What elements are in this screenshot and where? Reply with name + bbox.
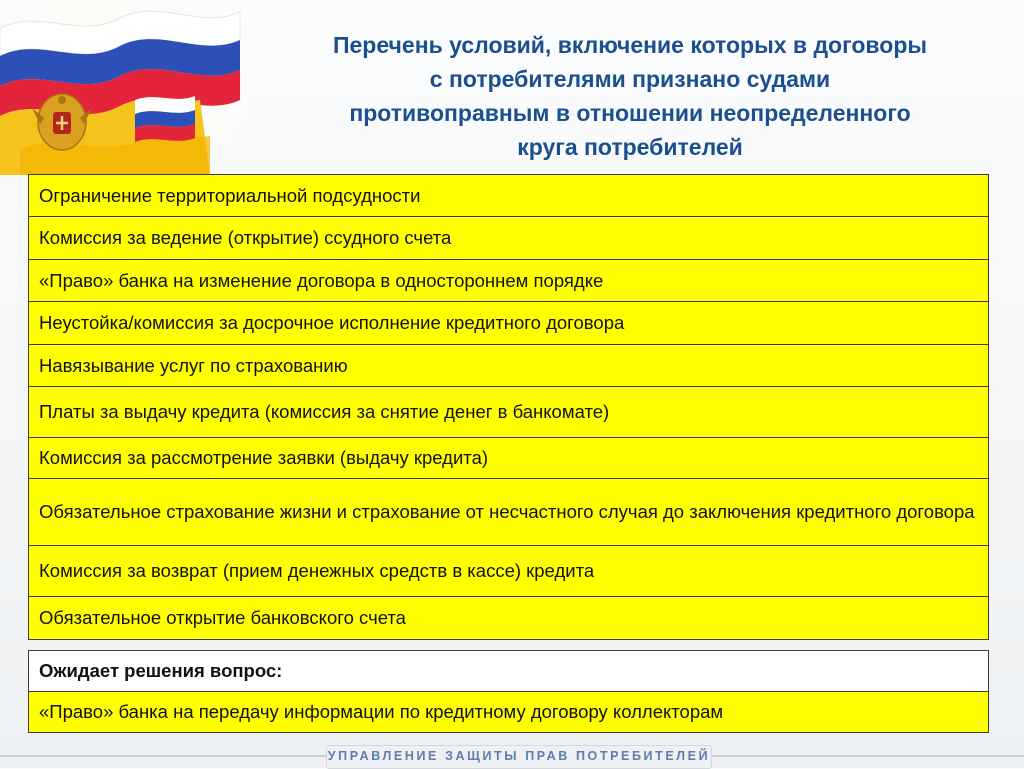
pending-header: Ожидает решения вопрос: — [29, 651, 989, 692]
condition-cell: «Право» банка на изменение договора в одностороннем порядке — [29, 260, 989, 302]
pending-item: «Право» банка на передачу информации по кредитному договору коллекторам — [29, 692, 989, 733]
footer-divider-right — [712, 755, 1024, 757]
table-row — [29, 597, 989, 640]
table-row — [29, 217, 989, 260]
table-row — [29, 479, 989, 546]
footer-label: УПРАВЛЕНИЕ ЗАЩИТЫ ПРАВ ПОТРЕБИТЕЛЕЙ — [326, 745, 712, 769]
title-line: с потребителями признано судами — [429, 66, 831, 92]
condition-cell: Платы за выдачу кредита (комиссия за снятие денег в банкомате) — [29, 387, 989, 438]
table-row — [29, 345, 989, 387]
condition-cell: Обязательное открытие банковского счета — [29, 597, 989, 640]
condition-cell: Комиссия за рассмотрение заявки (выдачу кредита) — [29, 438, 989, 479]
footer-divider-left — [0, 755, 326, 757]
condition-cell: Комиссия за ведение (открытие) ссудного счета — [29, 217, 989, 260]
condition-cell: Неустойка/комиссия за досрочное исполнение кредитного договора — [29, 302, 989, 345]
table-row — [29, 651, 989, 692]
table-row — [29, 546, 989, 597]
table-row — [29, 175, 989, 217]
title-line: круга потребителей — [517, 134, 743, 160]
condition-cell: Навязывание услуг по страхованию — [29, 345, 989, 387]
table-row — [29, 692, 989, 733]
conditions-table — [28, 174, 989, 640]
pending-table — [28, 650, 989, 733]
page-title — [255, 28, 1005, 164]
condition-cell: Обязательное страхование жизни и страхование от несчастного случая до заключения кредитного договора — [29, 479, 989, 546]
table-row — [29, 387, 989, 438]
flags-emblem-image — [0, 0, 255, 175]
condition-cell: Комиссия за возврат (прием денежных средств в кассе) кредита — [29, 546, 989, 597]
table-row — [29, 302, 989, 345]
title-line: противоправным в отношении неопределенного — [349, 100, 911, 126]
condition-cell: Ограничение территориальной подсудности — [29, 175, 989, 217]
table-row — [29, 260, 989, 302]
table-row — [29, 438, 989, 479]
footer — [0, 744, 1024, 768]
title-line: Перечень условий, включение которых в договоры — [332, 32, 928, 58]
